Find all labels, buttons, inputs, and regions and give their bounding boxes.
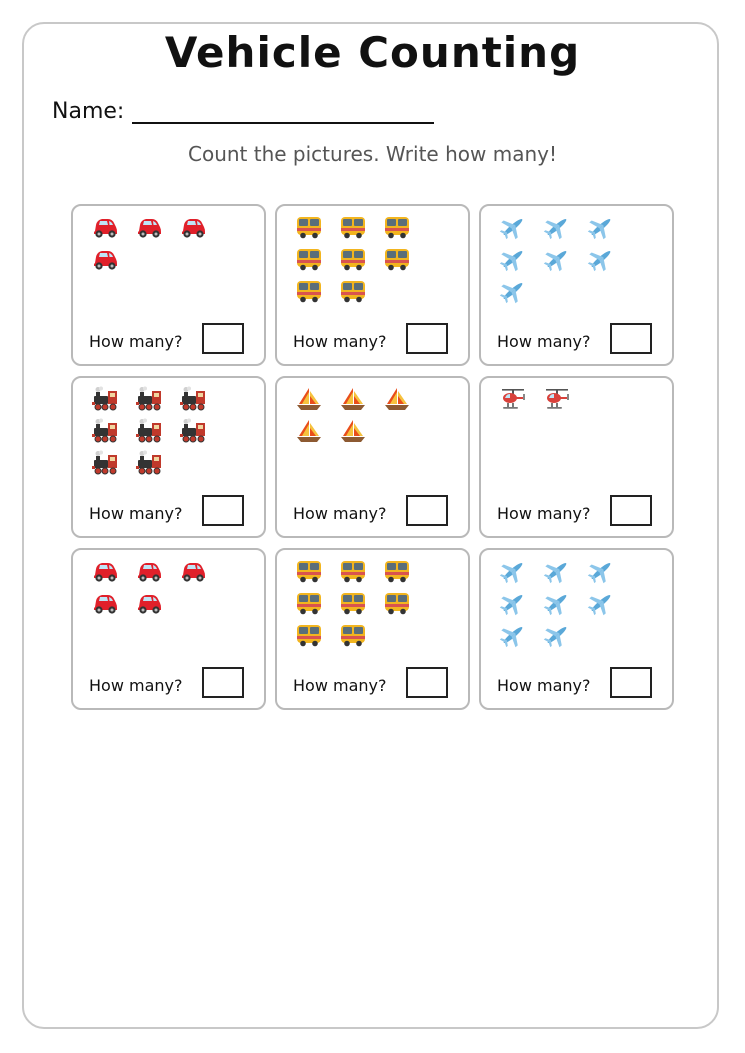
car-icon <box>91 246 119 272</box>
car-icon <box>135 214 163 240</box>
answer-box[interactable] <box>202 667 244 698</box>
train-icon <box>179 386 207 412</box>
counting-box-7 <box>71 548 266 710</box>
sailboat-icon <box>295 418 323 444</box>
airplane-icon <box>499 246 527 272</box>
airplane-icon <box>543 558 571 584</box>
how-many-label: How many? <box>89 504 183 523</box>
answer-box[interactable] <box>610 495 652 526</box>
counting-box-4 <box>71 376 266 538</box>
how-many-label: How many? <box>293 676 387 695</box>
counting-box-6 <box>479 376 674 538</box>
train-icon <box>135 418 163 444</box>
airplane-icon <box>543 246 571 272</box>
instructions: Count the pictures. Write how many! <box>188 142 557 166</box>
how-many-label: How many? <box>497 676 591 695</box>
how-many-label: How many? <box>89 332 183 351</box>
car-icon <box>179 558 207 584</box>
bus-icon <box>339 590 367 616</box>
how-many-label: How many? <box>293 332 387 351</box>
bus-icon <box>339 246 367 272</box>
airplane-icon <box>499 558 527 584</box>
airplane-icon <box>499 590 527 616</box>
train-icon <box>179 418 207 444</box>
train-icon <box>91 418 119 444</box>
sailboat-icon <box>339 418 367 444</box>
how-many-label: How many? <box>89 676 183 695</box>
airplane-icon <box>499 622 527 648</box>
car-icon <box>91 558 119 584</box>
car-icon <box>91 590 119 616</box>
counting-box-5 <box>275 376 470 538</box>
bus-icon <box>383 590 411 616</box>
sailboat-icon <box>295 386 323 412</box>
bus-icon <box>295 590 323 616</box>
answer-box[interactable] <box>406 323 448 354</box>
bus-icon <box>295 278 323 304</box>
bus-icon <box>295 558 323 584</box>
answer-box[interactable] <box>406 495 448 526</box>
airplane-icon <box>587 558 615 584</box>
airplane-icon <box>543 214 571 240</box>
page-title: Vehicle Counting <box>164 28 581 77</box>
airplane-icon <box>499 214 527 240</box>
name-write-line[interactable] <box>132 98 434 124</box>
helicopter-icon <box>543 386 571 412</box>
answer-box[interactable] <box>406 667 448 698</box>
bus-icon <box>339 214 367 240</box>
bus-icon <box>295 246 323 272</box>
bus-icon <box>339 558 367 584</box>
train-icon <box>135 386 163 412</box>
counting-box-2 <box>275 204 470 366</box>
how-many-label: How many? <box>497 332 591 351</box>
sailboat-icon <box>339 386 367 412</box>
answer-box[interactable] <box>202 495 244 526</box>
car-icon <box>135 590 163 616</box>
answer-box[interactable] <box>610 323 652 354</box>
car-icon <box>91 214 119 240</box>
airplane-icon <box>587 246 615 272</box>
counting-box-8 <box>275 548 470 710</box>
counting-box-9 <box>479 548 674 710</box>
counting-grid <box>71 204 673 710</box>
counting-box-1 <box>71 204 266 366</box>
sailboat-icon <box>383 386 411 412</box>
bus-icon <box>383 246 411 272</box>
train-icon <box>91 450 119 476</box>
answer-box[interactable] <box>202 323 244 354</box>
bus-icon <box>339 622 367 648</box>
car-icon <box>135 558 163 584</box>
helicopter-icon <box>499 386 527 412</box>
how-many-label: How many? <box>497 504 591 523</box>
bus-icon <box>339 278 367 304</box>
airplane-icon <box>543 622 571 648</box>
airplane-icon <box>499 278 527 304</box>
counting-box-3 <box>479 204 674 366</box>
bus-icon <box>383 558 411 584</box>
name-row <box>52 98 434 124</box>
airplane-icon <box>543 590 571 616</box>
airplane-icon <box>587 590 615 616</box>
how-many-label: How many? <box>293 504 387 523</box>
train-icon <box>91 386 119 412</box>
answer-box[interactable] <box>610 667 652 698</box>
bus-icon <box>295 622 323 648</box>
bus-icon <box>383 214 411 240</box>
bus-icon <box>295 214 323 240</box>
train-icon <box>135 450 163 476</box>
name-label: Name: <box>52 99 125 124</box>
airplane-icon <box>587 214 615 240</box>
car-icon <box>179 214 207 240</box>
